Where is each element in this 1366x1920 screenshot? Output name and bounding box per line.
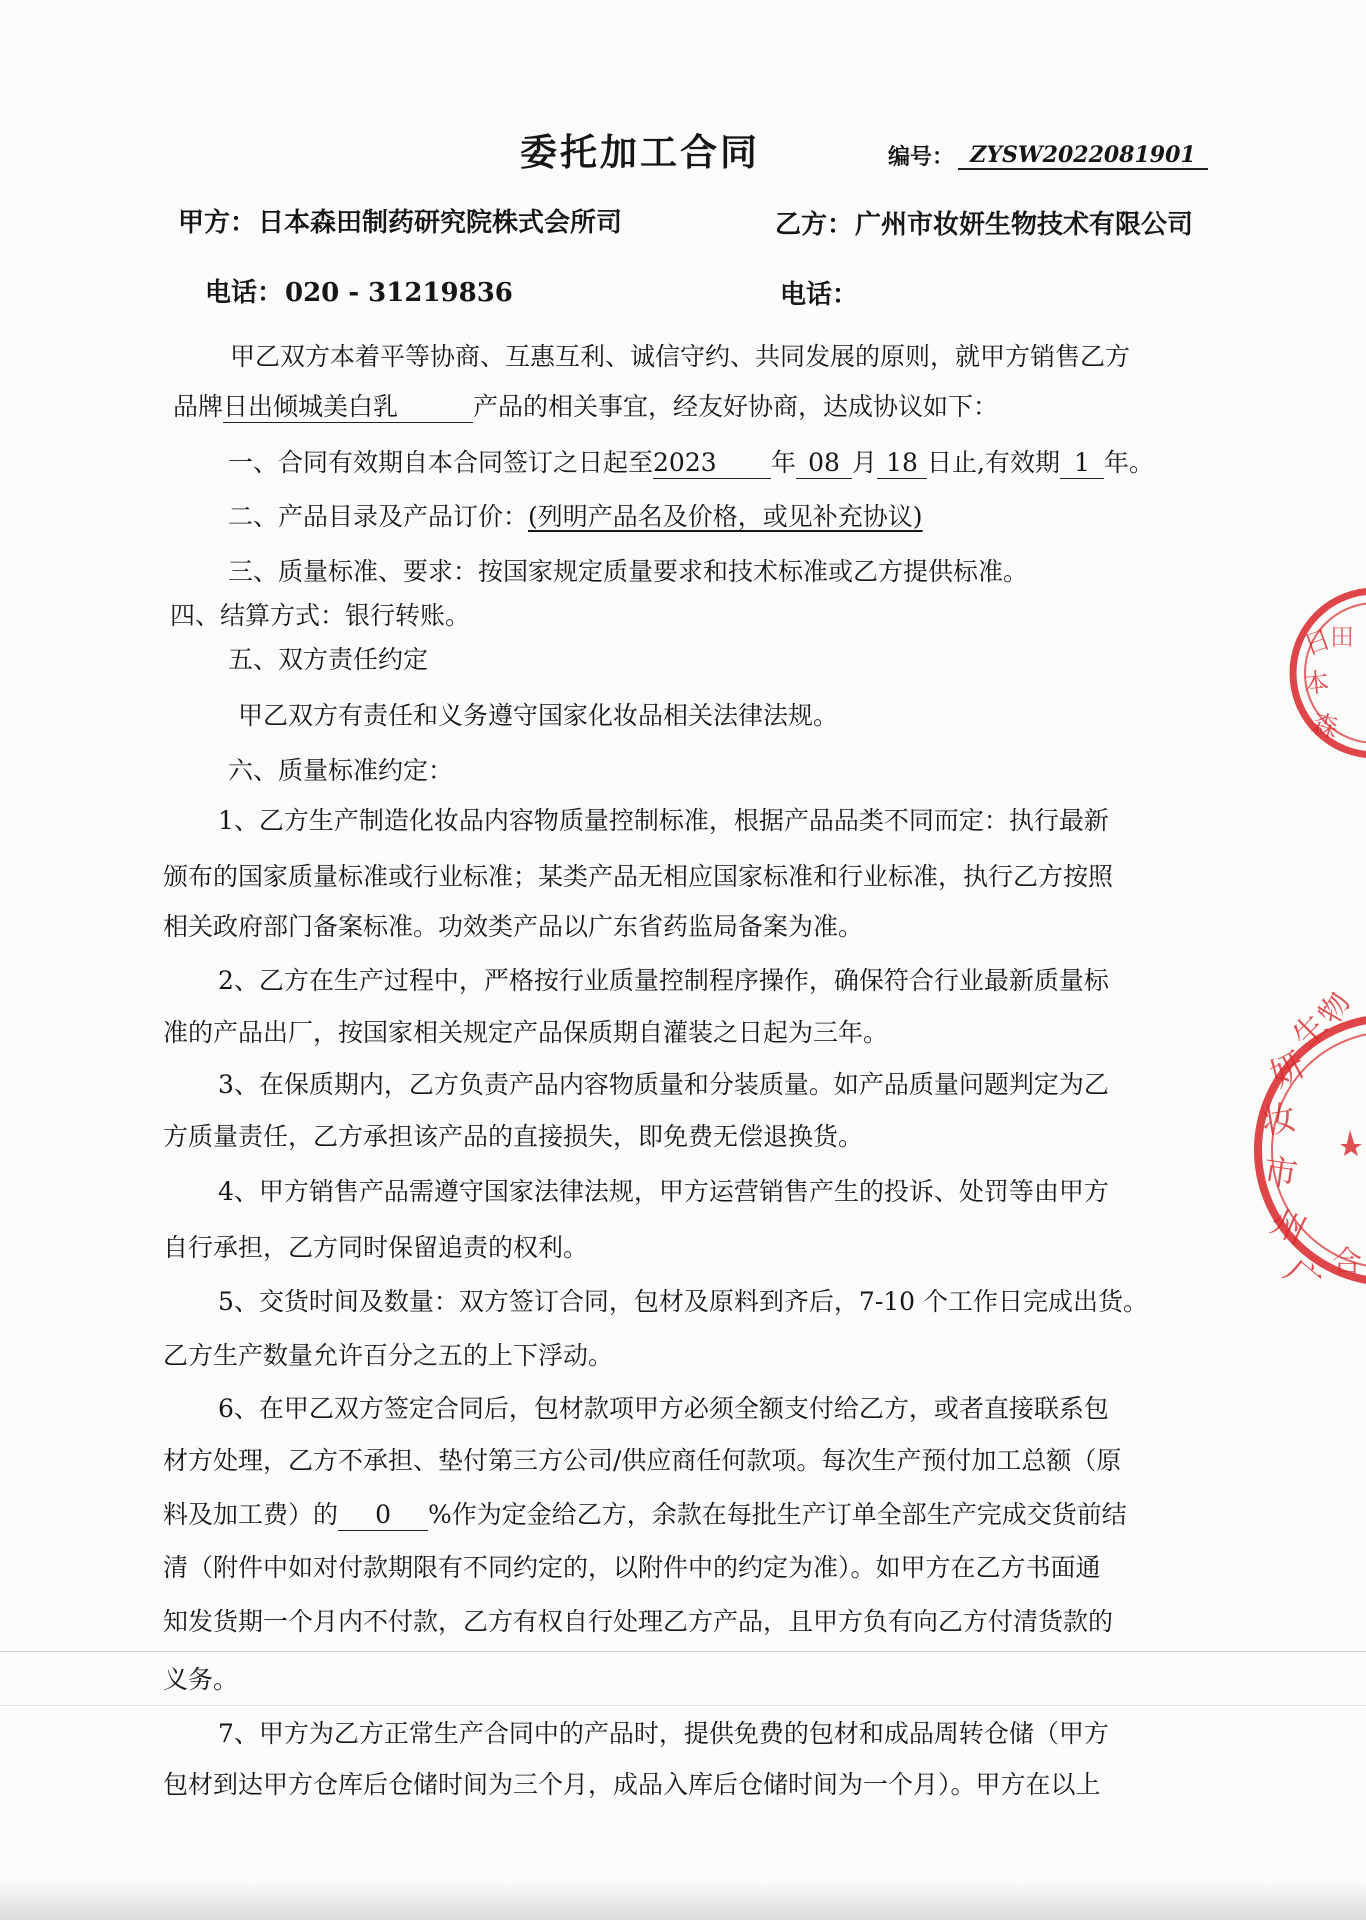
clause-6-4-line-1: 4、甲方销售产品需遵守国家法律法规，甲方运营销售产生的投诉、处罚等由甲方 bbox=[218, 1177, 1109, 1206]
clause-6-6-line-6: 义务。 bbox=[163, 1665, 239, 1694]
scan-line bbox=[0, 1705, 1366, 1706]
party-a-label: 甲方： bbox=[178, 208, 257, 238]
party-b-label: 乙方： bbox=[775, 210, 854, 240]
company-seal-top bbox=[1280, 585, 1366, 765]
clause-6-heading: 六、质量标准约定： bbox=[228, 756, 454, 785]
svg-text:广: 广 bbox=[1276, 1251, 1328, 1304]
party-a-name: 日本森田制药研究院株式会所司 bbox=[258, 208, 623, 238]
party-b-phone-label: 电话： bbox=[780, 280, 859, 310]
brand-name: 日出倾城美白乳 bbox=[223, 392, 473, 423]
expiry-year: 2023 bbox=[653, 448, 771, 479]
clause-6-1-line-1: 1、乙方生产制造化妆品内容物质量控制标准，根据产品品类不同而定：执行最新 bbox=[218, 806, 1109, 835]
deposit-suffix: %作为定金给乙方，余款在每批生产订单全部生产完成交货前结 bbox=[428, 1500, 1127, 1529]
svg-text:田: 田 bbox=[1330, 623, 1354, 651]
svg-text:本: 本 bbox=[1301, 667, 1331, 700]
clause-6-2-line-1: 2、乙方在生产过程中，严格按行业质量控制程序操作，确保符合行业最新质量标 bbox=[218, 966, 1109, 995]
clause-6-1-line-3: 相关政府部门备案标准。功效类产品以广东省药监局备案为准。 bbox=[163, 912, 864, 941]
expiry-month: 08 bbox=[796, 448, 852, 479]
intro-brand-suffix: 产品的相关事宜，经友好协商，达成协议如下： bbox=[473, 392, 999, 421]
intro-brand-prefix: 品牌 bbox=[173, 392, 224, 421]
svg-text:妍: 妍 bbox=[1263, 1044, 1313, 1096]
contract-number-label: 编号： bbox=[888, 144, 955, 170]
intro-line-2 bbox=[173, 392, 998, 423]
clause-3: 三、质量标准、要求：按国家规定质量要求和技术标准或乙方提供标准。 bbox=[228, 557, 1029, 586]
month-unit: 月 bbox=[852, 448, 878, 477]
clause-6-2-line-2: 准的产品出厂，按国家相关规定产品保质期自灌装之日起为三年。 bbox=[163, 1018, 889, 1047]
party-a-phone-label: 电话： bbox=[205, 278, 284, 308]
clause-6-3-line-1: 3、在保质期内，乙方负责产品内容物质量和分装质量。如产品质量问题判定为乙 bbox=[218, 1070, 1109, 1099]
clause-2-text: 二、产品目录及产品订价： bbox=[228, 502, 529, 531]
company-seal-bottom bbox=[1240, 986, 1366, 1304]
day-suffix: 日止,有效期 bbox=[927, 448, 1060, 477]
clause-6-1-line-2: 颁布的国家质量标准或行业标准；某类产品无相应国家标准和行业标准，执行乙方按照 bbox=[163, 862, 1114, 891]
deposit-prefix: 料及加工费）的 bbox=[163, 1500, 339, 1529]
clause-6-5-line-2: 乙方生产数量允许百分之五的上下浮动。 bbox=[163, 1341, 614, 1370]
intro-line-1: 甲乙双方本着平等协商、互惠互利、诚信守约、共同发展的原则，就甲方销售乙方 bbox=[230, 342, 1131, 371]
clause-6-6-line-1: 6、在甲乙双方签定合同后，包材款项甲方必须全额支付给乙方，或者直接联系包 bbox=[218, 1394, 1109, 1423]
clause-6-5-line-1: 5、交货时间及数量：双方签订合同，包材及原料到齐后，7-10 个工作日完成出货。 bbox=[218, 1287, 1149, 1316]
svg-text:合: 合 bbox=[1332, 1245, 1362, 1280]
contract-title: 委托加工合同 bbox=[520, 130, 760, 174]
svg-text:日: 日 bbox=[1300, 624, 1335, 662]
validity-period: 1 bbox=[1060, 448, 1104, 479]
clause-4: 四、结算方式：银行转账。 bbox=[170, 601, 471, 630]
svg-text:妆: 妆 bbox=[1258, 1097, 1300, 1143]
year-unit: 年 bbox=[771, 448, 797, 477]
clause-6-7-line-2: 包材到达甲方仓库后仓储时间为三个月，成品入库后仓储时间为一个月）。甲方在以上 bbox=[163, 1770, 1101, 1799]
clause-6-7-line-1: 7、甲方为乙方正常生产合同中的产品时，提供免费的包材和成品周转仓储（甲方 bbox=[218, 1719, 1109, 1748]
clause-6-4-line-2: 自行承担，乙方同时保留追责的权利。 bbox=[163, 1233, 589, 1262]
svg-text:生: 生 bbox=[1284, 1006, 1335, 1056]
clause-2-note: (列明产品名及价格，或见补充协议) bbox=[528, 502, 923, 531]
contract-number: ZYSW2022081901 bbox=[958, 142, 1208, 170]
scan-shadow bbox=[0, 1880, 1366, 1920]
party-b-name: 广州市妆妍生物技术有限公司 bbox=[855, 210, 1194, 240]
clause-6-3-line-2: 方质量责任，乙方承担该产品的直接损失，即免费无偿退换货。 bbox=[163, 1122, 864, 1151]
clause-1 bbox=[228, 448, 1154, 479]
svg-text:物: 物 bbox=[1312, 986, 1358, 1030]
clause-6-6-line-3 bbox=[163, 1500, 1127, 1531]
svg-text:市: 市 bbox=[1260, 1151, 1300, 1196]
deposit-percent: 0 bbox=[338, 1500, 428, 1531]
clause-2 bbox=[228, 502, 923, 532]
clause-5-heading: 五、双方责任约定 bbox=[228, 645, 429, 674]
clause-6-6-line-2: 材方处理，乙方不承担、垫付第三方公司/供应商任何款项。每次生产预付加工总额（原 bbox=[163, 1446, 1122, 1475]
clause-6-6-line-5: 知发货期一个月内不付款，乙方有权自行处理乙方产品，且甲方负有向乙方付清货款的 bbox=[163, 1607, 1114, 1636]
svg-text:州: 州 bbox=[1264, 1201, 1312, 1253]
svg-text:森: 森 bbox=[1308, 708, 1342, 745]
clause-6-6-line-4: 清（附件中如对付款期限有不同约定的，以附件中的约定为准）。如甲方在乙方书面通 bbox=[163, 1553, 1101, 1582]
expiry-day: 18 bbox=[877, 448, 927, 479]
party-a-phone: 020 - 31219836 bbox=[285, 278, 513, 308]
clause-5-body: 甲乙双方有责任和义务遵守国家化妆品相关法律法规。 bbox=[238, 701, 839, 730]
scan-line bbox=[0, 1651, 1366, 1652]
clause-1-text: 一、合同有效期自本合同签订之日起至 bbox=[228, 448, 654, 477]
period-unit: 年。 bbox=[1104, 448, 1155, 477]
